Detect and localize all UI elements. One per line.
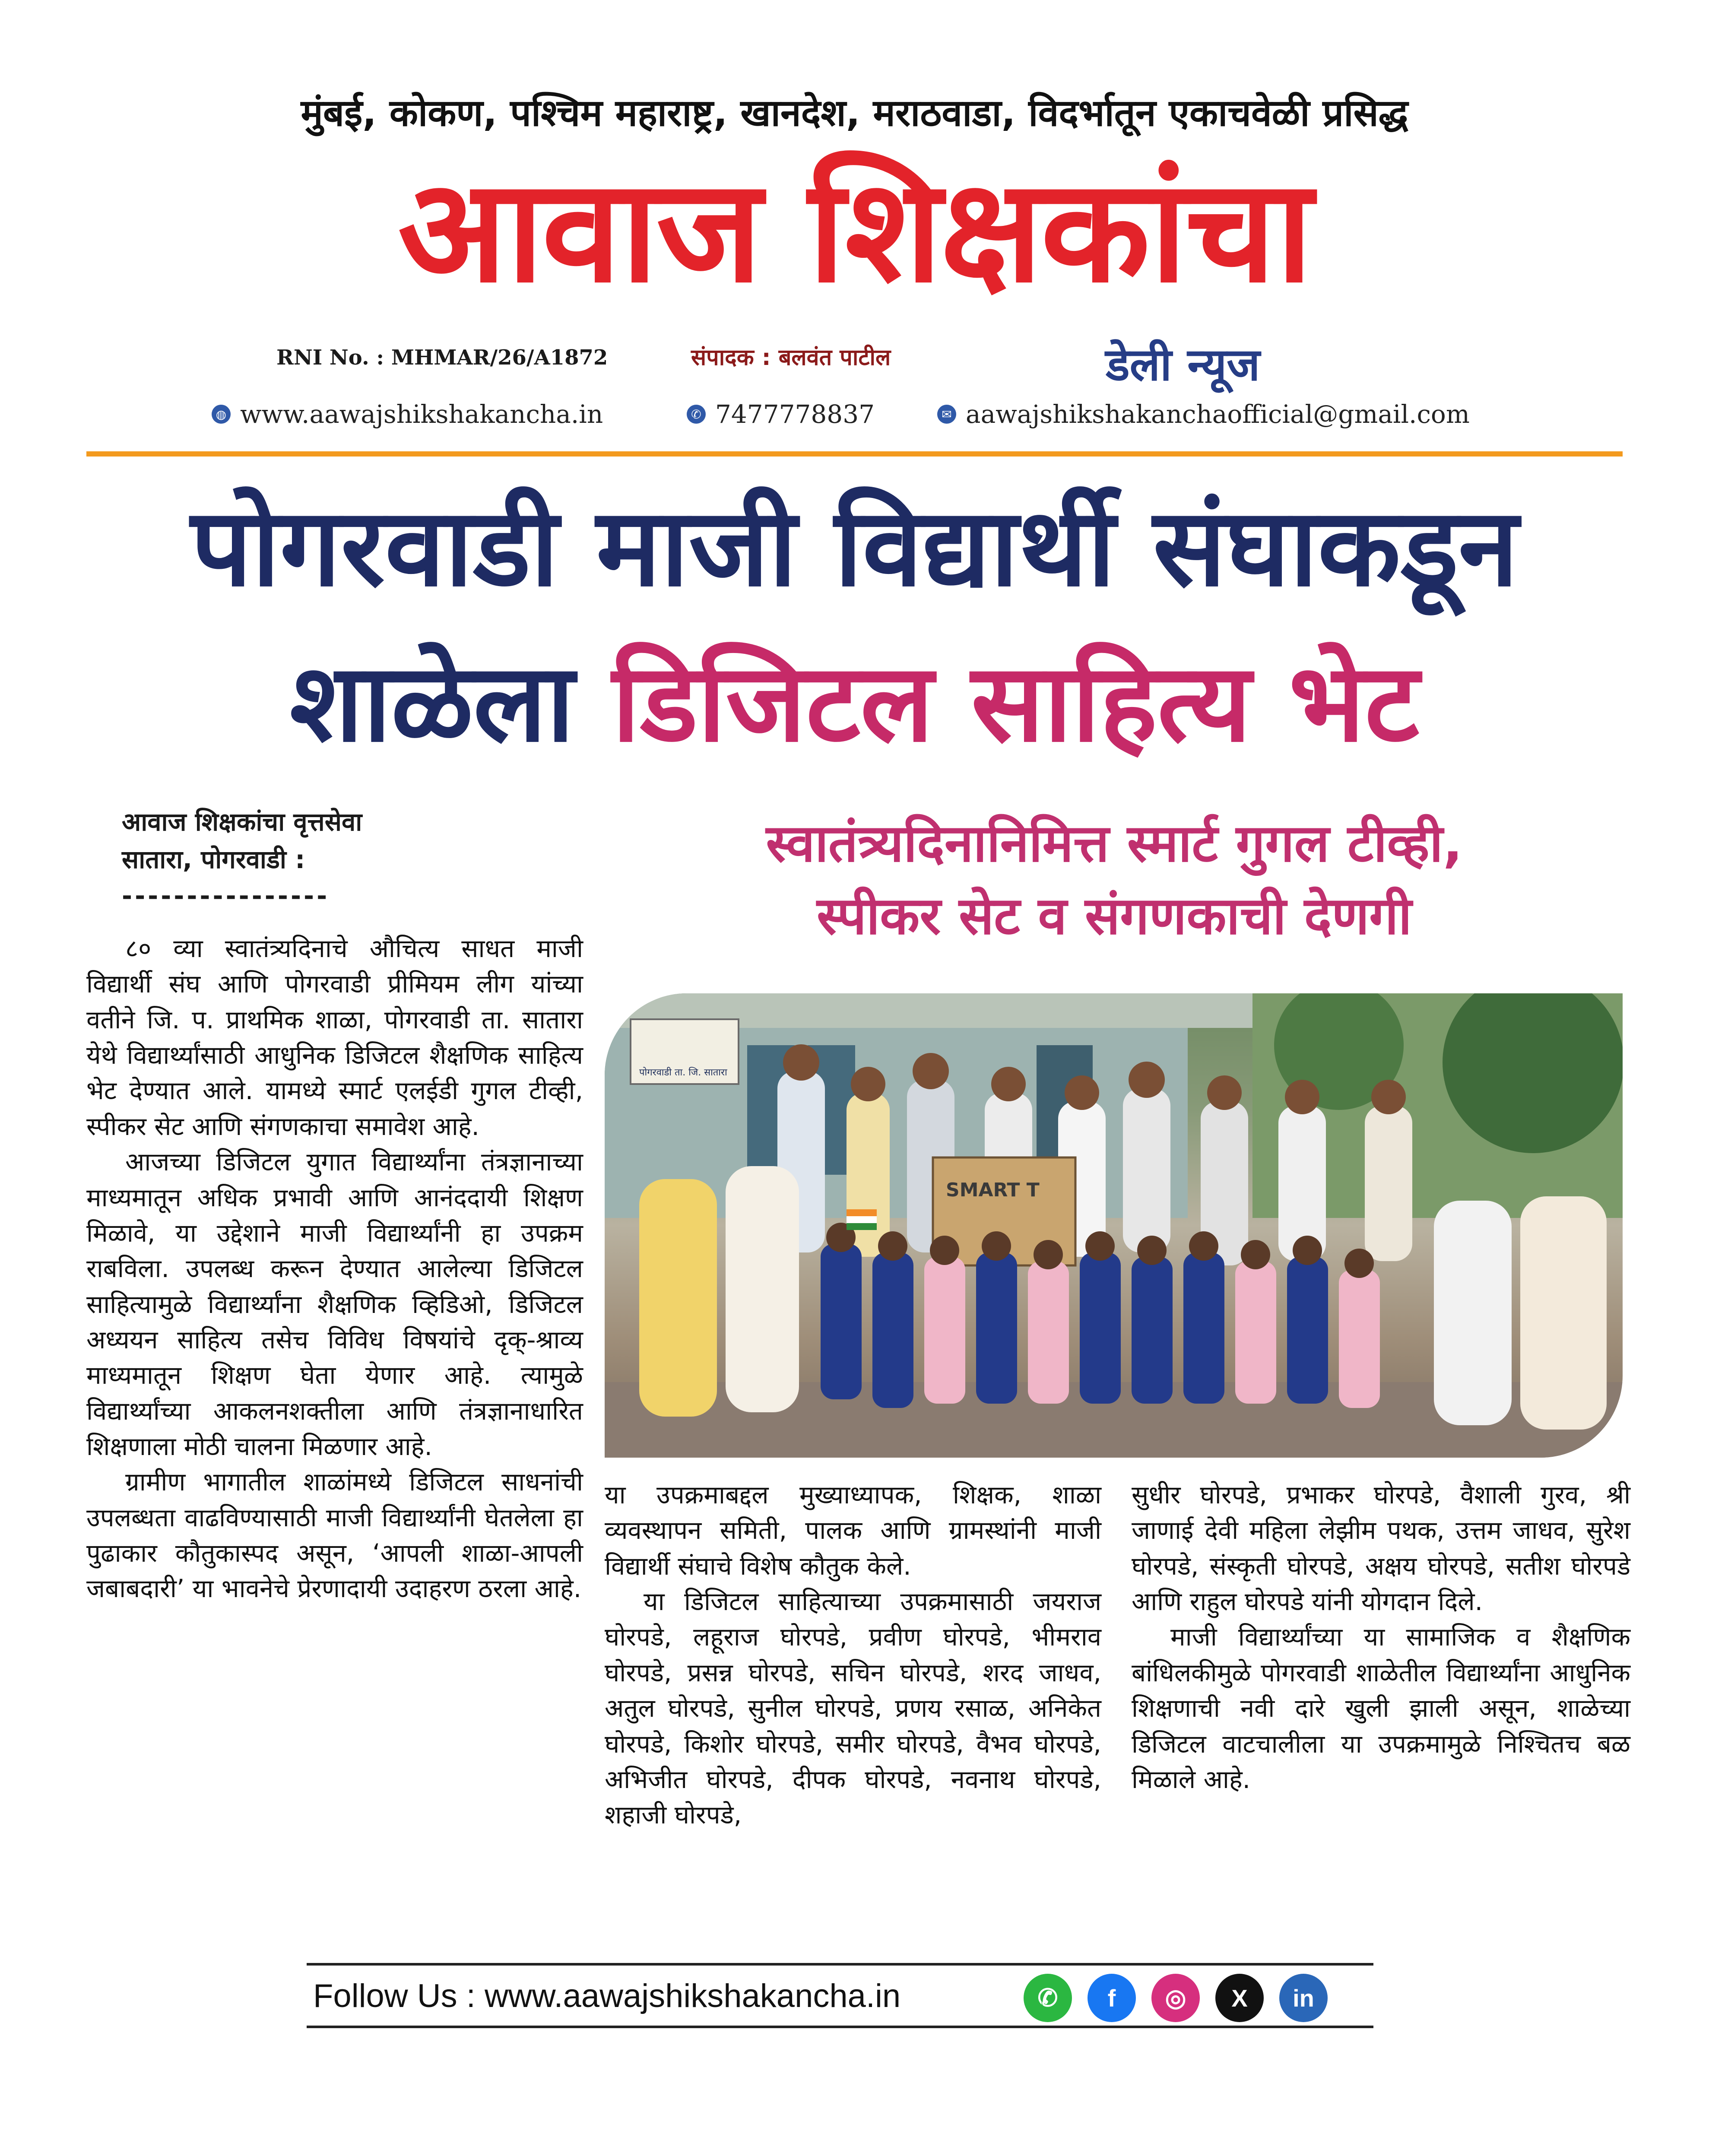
x-icon[interactable]: X (1215, 1974, 1264, 2022)
headline-line2-part2: डिजिटल साहित्य भेट (612, 640, 1419, 766)
article-paragraph: ग्रामीण भागातील शाळांमध्ये डिजिटल साधनांची उपलब्धता वाढविण्यासाठी माजी विद्यार्थ्यांनी घेतलेला हा पुढाकार कौतुकास्पद असून, ‘आपली शाळा-आपली जबाबदारी’ या भावनेचे प्रेरणादायी उदाहरण ठरला आहे. (86, 1467, 583, 1604)
subheadline (596, 808, 1633, 953)
tagline: मुंबई, कोकण, पश्चिम महाराष्ट्र, खानदेश, मराठवाडा, विदर्भातून एकाचवेळी प्रसिद्ध (301, 92, 1408, 135)
masthead-title: आवाज शिक्षकांचा (398, 148, 1311, 314)
photo-flag (847, 1209, 877, 1230)
article-column-3 (1132, 1477, 1630, 1797)
article-paragraph: ८० व्या स्वातंत्र्यदिनाचे औचित्य साधत माजी विद्यार्थी संघ आणि पोगरवाडी प्रीमियम लीग यांच्या वतीने जि. प. प्राथमिक शाळा, पोगरवाडी ता. सातारा येथे विद्यार्थ्यांसाठी आधुनिक डिजिटल शैक्षणिक साहित्य भेट देण्यात आले. यामध्ये स्मार्ट एलईडी गुगल टीव्ही, स्पीकर सेट आणि संगणकाचा समावेश आहे. (86, 934, 583, 1141)
subheadline-line1: स्वातंत्र्यदिनानिमित्त स्मार्ट गुगल टीव्ही, (766, 814, 1463, 874)
article-paragraph: आजच्या डिजिटल युगात विद्यार्थ्यांना तंत्रज्ञानाच्या माध्यमातून अधिक प्रभावी आणि आनंददायी शिक्षण मिळावे, या उद्देशाने माजी विद्यार्थ्यांनी हा उपक्रम राबविला. उपलब्ध करून देण्यात आलेल्या डिजिटल साहित्यामुळे विद्यार्थ्यांना शैक्षणिक व्हिडिओ, डिजिटल अध्ययन साहित्य तसेच विविध विषयांचे दृक्-श्राव्य माध्यमातून शिक्षण घेता येणार आहे. त्यामुळे विद्यार्थ्यांच्या आकलनशक्तीला आणि तंत्रज्ञानाधारित शिक्षणाला मोठी चालना मिळणार आहे. (86, 1147, 583, 1462)
photo-illustration (605, 993, 1623, 1458)
news-photo (605, 993, 1623, 1458)
photo-person-saree (1434, 1201, 1512, 1425)
byline-place: सातारा, पोगरवाडी : (122, 845, 305, 874)
article-column-1 (86, 931, 583, 1607)
photo-tv-box-text: SMART T (946, 1179, 1040, 1201)
article-paragraph: सुधीर घोरपडे, प्रभाकर घोरपडे, वैशाली गुरव, श्री जाणाई देवी महिला लेझीम पथक, उत्तम जाधव, सुरेश घोरपडे, संस्कृती घोरपडे, अक्षय घोरपडे, सतीश घोरपडे आणि राहुल घोरपडे यांनी योगदान दिले. (1132, 1480, 1630, 1617)
photo-sign-text: पोगरवाडी ता. जि. सातारा (639, 1067, 727, 1078)
phone-number[interactable]: 7477778837 (715, 399, 875, 429)
header-divider (86, 451, 1623, 457)
footer-divider-top (307, 1963, 1373, 1966)
byline-agency: आवाज शिक्षकांचा वृत्तसेवा (122, 807, 362, 837)
follow-us-text[interactable]: Follow Us : www.aawajshikshakancha.in (313, 1978, 901, 2014)
article-paragraph: या उपक्रमाबद्दल मुख्याध्यापक, शिक्षक, शाळा व्यवस्थापन समिती, पालक आणि ग्रामस्थांनी माजी विद्यार्थी संघाचे विशेष कौतुक केले. (605, 1480, 1101, 1581)
subheadline-line2: स्पीकर सेट व संगणकाची देणगी (817, 886, 1412, 946)
article-paragraph: या डिजिटल साहित्याच्या उपक्रमासाठी जयराज घोरपडे, लहूराज घोरपडे, प्रवीण घोरपडे, भीमराव घोरपडे, प्रसन्न घोरपडे, सचिन घोरपडे, शरद जाधव, अतुल घोरपडे, सुनील घोरपडे, प्रणय रसाळ, अनिकेत घोरपडे, किशोर घोरपडे, समीर घोरपडे, वैभव घोरपडे, अभिजीत घोरपडे, दीपक घोरपडे, नवनाथ घोरपडे, शहाजी घोरपडे, (605, 1587, 1101, 1830)
daily-news-label: डेली न्यूज (1106, 338, 1260, 391)
whatsapp-icon[interactable]: ✆ (1024, 1974, 1072, 2022)
phone-icon: ✆ (687, 405, 706, 424)
instagram-icon[interactable]: ◎ (1151, 1974, 1200, 2022)
byline-divider: ---------------- (122, 881, 330, 910)
byline (122, 803, 362, 878)
headline-line1: पोगरवाडी माजी विद्यार्थी संघाकडून (190, 485, 1519, 610)
social-links (1024, 1974, 1328, 2022)
facebook-icon[interactable]: f (1088, 1974, 1136, 2022)
footer-divider-bottom (307, 2026, 1373, 2028)
photo-person-saree (639, 1179, 717, 1417)
phone-contact[interactable] (687, 399, 875, 429)
mail-icon: ✉ (937, 405, 956, 424)
website-contact[interactable] (212, 399, 603, 429)
article-paragraph: माजी विद्यार्थ्यांच्या या सामाजिक व शैक्षणिक बांधिलकीमुळे पोगरवाडी शाळेतील विद्यार्थ्यांना आधुनिक शिक्षणाची नवी दारे खुली झाली असून, शाळेच्या डिजिटल वाटचालीला या उपक्रमामुळे निश्चितच बळ मिळाले आहे. (1132, 1622, 1630, 1794)
email-address[interactable]: aawajshikshakanchaofficial@gmail.com (966, 399, 1470, 429)
article-column-2 (605, 1477, 1101, 1833)
headline-line2 (0, 640, 1709, 766)
photo-person-saree (1520, 1196, 1607, 1430)
globe-icon: ◍ (212, 405, 231, 424)
editor-name: संपादक : बलवंत पाटील (691, 345, 891, 371)
photo-children (821, 1244, 1380, 1408)
rni-number: RNI No. : MHMAR/26/A1872 (276, 346, 608, 370)
email-contact[interactable] (937, 399, 1470, 429)
linkedin-icon[interactable]: in (1279, 1974, 1328, 2022)
photo-person-saree (726, 1166, 799, 1412)
headline-line2-part1: शाळेला (290, 640, 575, 766)
website-link[interactable]: www.aawajshikshakancha.in (240, 399, 603, 429)
